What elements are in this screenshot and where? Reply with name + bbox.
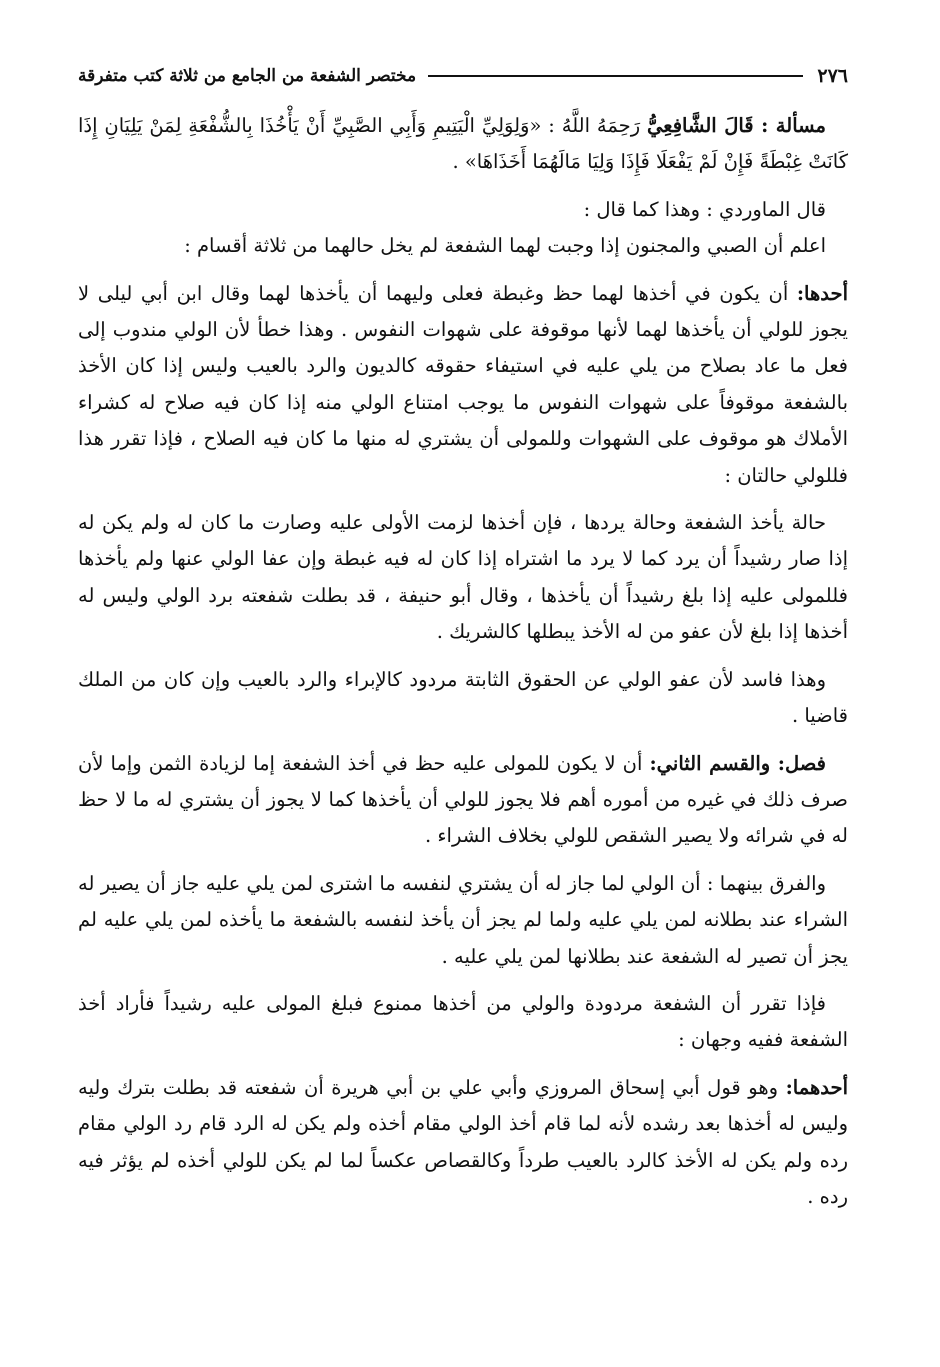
paragraph-first-view <box>78 1070 848 1216</box>
paragraph-two-views <box>78 986 848 1059</box>
paragraph-masala <box>78 108 848 181</box>
paragraph-first-section <box>78 276 848 494</box>
paragraph-mawardi <box>78 192 848 228</box>
body-text <box>78 108 848 1215</box>
paragraph-text: والفرق بينهما : أن الولي لما جاز له أن يشتري لنفسه ما اشترى لمن يلي عليه جاز أن يصير له الشراء عند بطلانه لمن يلي عليه ولما لم يجز أن يأخذ لنفسه بالشفعة ما يأخذه لمن يلي عليه لم يجز أن تصير له الشفعة عند بطلانها لمن يلي عليه . <box>78 871 848 968</box>
paragraph-text: قال الماوردي : وهذا كما قال : <box>583 197 826 221</box>
paragraph-text: رَحِمَهُ اللَّهُ : «وَلِوَلِيِّ الْيَتِيمِ وَأَبِي الصَّبِيِّ أَنْ يَأْخُذَا بِالشُّفْعَةِ لِمَنْ يَلِيَانِ إِذَا كَانَتْ غِبْطَةً فَإِنْ لَمْ يَفْعَلَا فَإِذَا وَلِيَا مَالَهُمَا أَخَذَاهَا» . <box>78 114 848 174</box>
paragraph-text: حالة يأخذ الشفعة وحالة يردها ، فإن أخذها لزمت الأولى عليه وصارت ما كان له ولم يكن له إذا صار رشيداً أن يرد كما لا يرد ما اشتراه إذا كان له فيه غبطة وإن عفا الولي عنها ولم يأخذها فللمولى عليه إذا بلغ رشيداً أن يأخذها ، وقال أبو حنيفة ، قد بطلت شفعته برد الولي وليس له أخذها إذا بلغ لأن عفو من له الأخذ يبطلها كالشريك . <box>78 511 848 644</box>
paragraph-difference <box>78 866 848 975</box>
header-rule <box>428 75 803 77</box>
page-number: ٢٧٦ <box>817 65 848 87</box>
paragraph-lead: أحدهما: <box>785 1075 848 1099</box>
paragraph-two-cases <box>78 505 848 651</box>
paragraph-text: أن يكون في أخذها لهما حظ وغبطة فعلى وليهما أن يأخذها لهما وقال ابن أبي ليلى لا يجوز للولي أن يأخذها لهما لأنها موقوفة على شهوات النفوس . وهذا خطأ لأن الولي مندوب إلى فعل ما عاد بصلاح من يلي عليه في استيفاء حقوقه كالديون والرد بالعيب وليس إذا كان الأخذ بالشفعة موقوفاً على شهوات النفوس ما يوجب امتناع الولي منه إذا كان فيه صلاح له كشراء الأملاك هو موقوف على الشهوات وللمولى أن يشتري له منها ما كان فيه الصلاح ، فإذا تقرر هذا فللولي حالتان : <box>78 281 848 487</box>
running-header <box>78 62 848 90</box>
paragraph-text: فإذا تقرر أن الشفعة مردودة والولي من أخذها ممنوع فبلغ المولى عليه رشيداً فأراد أخذ الشفعة ففيه وجهان : <box>78 991 848 1052</box>
paragraph-lead: مسألة : قَالَ الشَّافِعِيُّ <box>647 114 826 137</box>
running-title: مختصر الشفعة من الجامع من ثلاثة كتب متفرقة <box>78 66 417 86</box>
paragraph-second-section <box>78 746 848 855</box>
paragraph-text: أن لا يكون للمولى عليه حظ في أخذ الشفعة إما لزيادة الثمن وإما لأن صرف ذلك في غيره من أموره أهم فلا يجوز للولي أن يأخذها كما لا يجوز أن يشتري له ما لا حظ له في شرائه ولا يصير الشقص للولي بخلاف الشراء . <box>78 751 848 848</box>
paragraph-lead: فصل: والقسم الثاني: <box>649 751 826 775</box>
paragraph-lead: أحدها: <box>796 281 848 305</box>
paragraph-refutation <box>78 662 848 735</box>
paragraph-text: اعلم أن الصبي والمجنون إذا وجبت لهما الشفعة لم يخل حالهما من ثلاثة أقسام : <box>184 234 826 258</box>
paragraph-text: وهذا فاسد لأن عفو الولي عن الحقوق الثابتة مردود كالإبراء والرد بالعيب وإن كان من الملك قاضيا . <box>78 667 848 728</box>
book-page <box>78 62 848 1226</box>
paragraph-text: وهو قول أبي إسحاق المروزي وأبي علي بن أبي هريرة أن شفعته قد بطلت بترك وليه وليس له أخذها بعد رشده لأنه لما قام أخذ الولي مقام أخذه ولم يكن له الرد قام رد الولي مقام رده ولم يكن له الأخذ كالرد بالعيب طرداً وكالقصاص عكساً لما لم يكن للولي أخذه لم يؤثر فيه رده . <box>78 1075 848 1208</box>
paragraph-intro <box>78 228 848 264</box>
